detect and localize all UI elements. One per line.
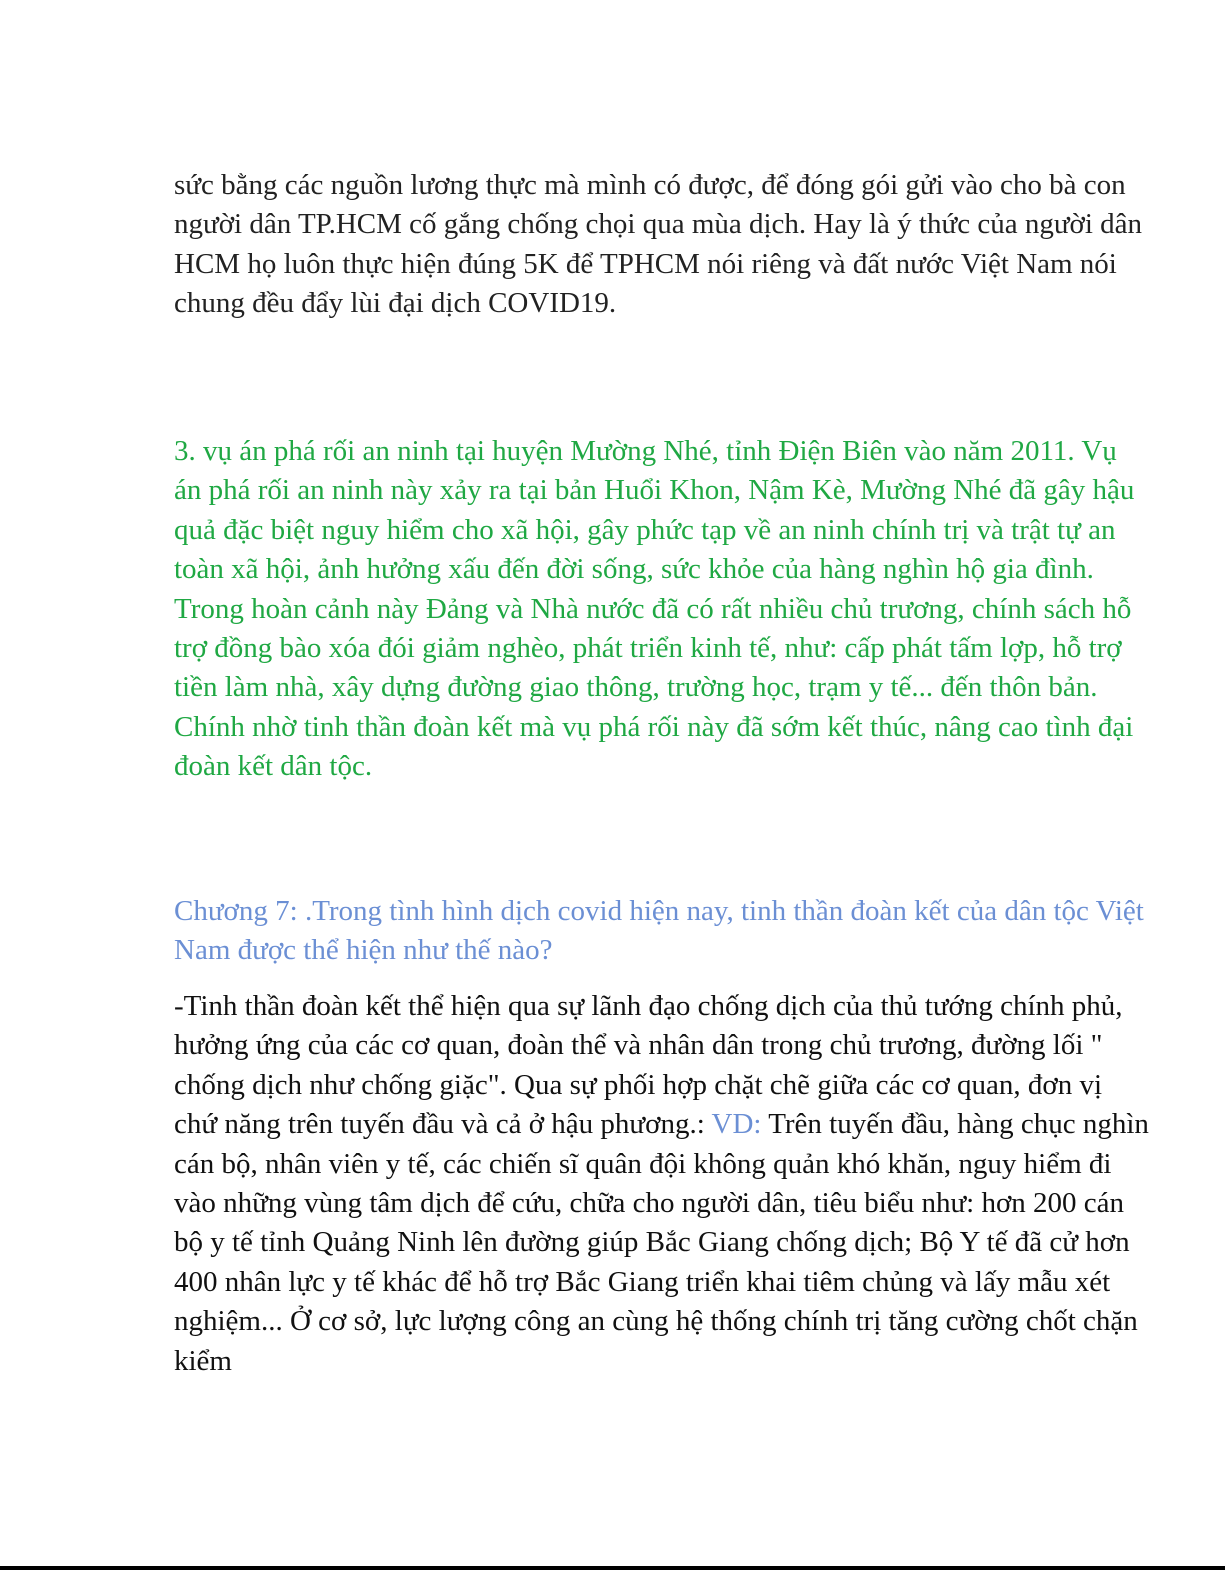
paragraph-covid-food-support: sức bằng các nguồn lương thực mà mình có được, để đóng gói gửi vào cho bà con người dân TP.HCM cố gắng chống chọi qua mùa dịch. Hay là ý thức của người dân HCM họ luôn thực hiện đúng 5K để TPHCM nói riêng và đất nước Việt Nam nói chung đều đẩy lùi đại dịch COVID19.: [174, 169, 1143, 320]
answer-text-part-2: Trên tuyến đầu, hàng chục nghìn cán bộ, nhân viên y tế, các chiến sĩ quân đội không quản khó khăn, nguy hiểm đi vào những vùng tâm dịch để cứu, chữa cho người dân, tiêu biểu như: hơn 200 cán bộ y tế tỉnh Quảng Ninh lên đường giúp Bắc Giang chống dịch; Bộ Y tế đã cử hơn 400 nhân lực y tế khác để hỗ trợ Bắc Giang triển khai tiêm chủng và lấy mẫu xét nghiệm... Ở cơ sở, lực lượng công an cùng hệ thống chính trị tăng cường chốt chặn kiểm: [174, 1108, 1149, 1377]
example-label: VD:: [711, 1108, 762, 1141]
paragraph-muong-nhe-case: 3. vụ án phá rối an ninh tại huyện Mường Nhé, tỉnh Điện Biên vào năm 2011. Vụ án phá rối an ninh này xảy ra tại bản Huổi Khon, Nậm Kè, Mường Nhé đã gây hậu quả đặc biệt nguy hiểm cho xã hội, gây phức tạp về an ninh chính trị và trật tự an toàn xã hội, ảnh hưởng xấu đến đời sống, sức khỏe của hàng nghìn hộ gia đình. Trong hoàn cảnh này Đảng và Nhà nước đã có rất nhiều chủ trương, chính sách hỗ trợ đồng bào xóa đói giảm nghèo, phát triển kinh tế, như: cấp phát tấm lợp, hỗ trợ tiền làm nhà, xây dựng đường giao thông, trường học, trạm y tế... đến thôn bản. Chính nhờ tinh thần đoàn kết mà vụ phá rối này đã sớm kết thúc, nâng cao tình đại đoàn kết dân tộc.: [174, 435, 1135, 783]
answer-paragraph: [174, 987, 1149, 1420]
chapter-7-question-heading: Chương 7: .Trong tình hình dịch covid hiện nay, tinh thần đoàn kết của dân tộc Việt Nam được thể hiện như thế nào?: [174, 895, 1144, 967]
page-bottom-border: [0, 1566, 1225, 1570]
answer-text-part-1: -Tinh thần đoàn kết thể hiện qua sự lãnh đạo chống dịch của thủ tướng chính phủ, hưởng ứng của các cơ quan, đoàn thể và nhân dân trong chủ trương, đường lối " chống dịch như chống giặc". Qua sự phối hợp chặt chẽ giữa các cơ quan, đơn vị chứ năng trên tuyến đầu và cả ở hậu phương.:: [174, 990, 1123, 1141]
